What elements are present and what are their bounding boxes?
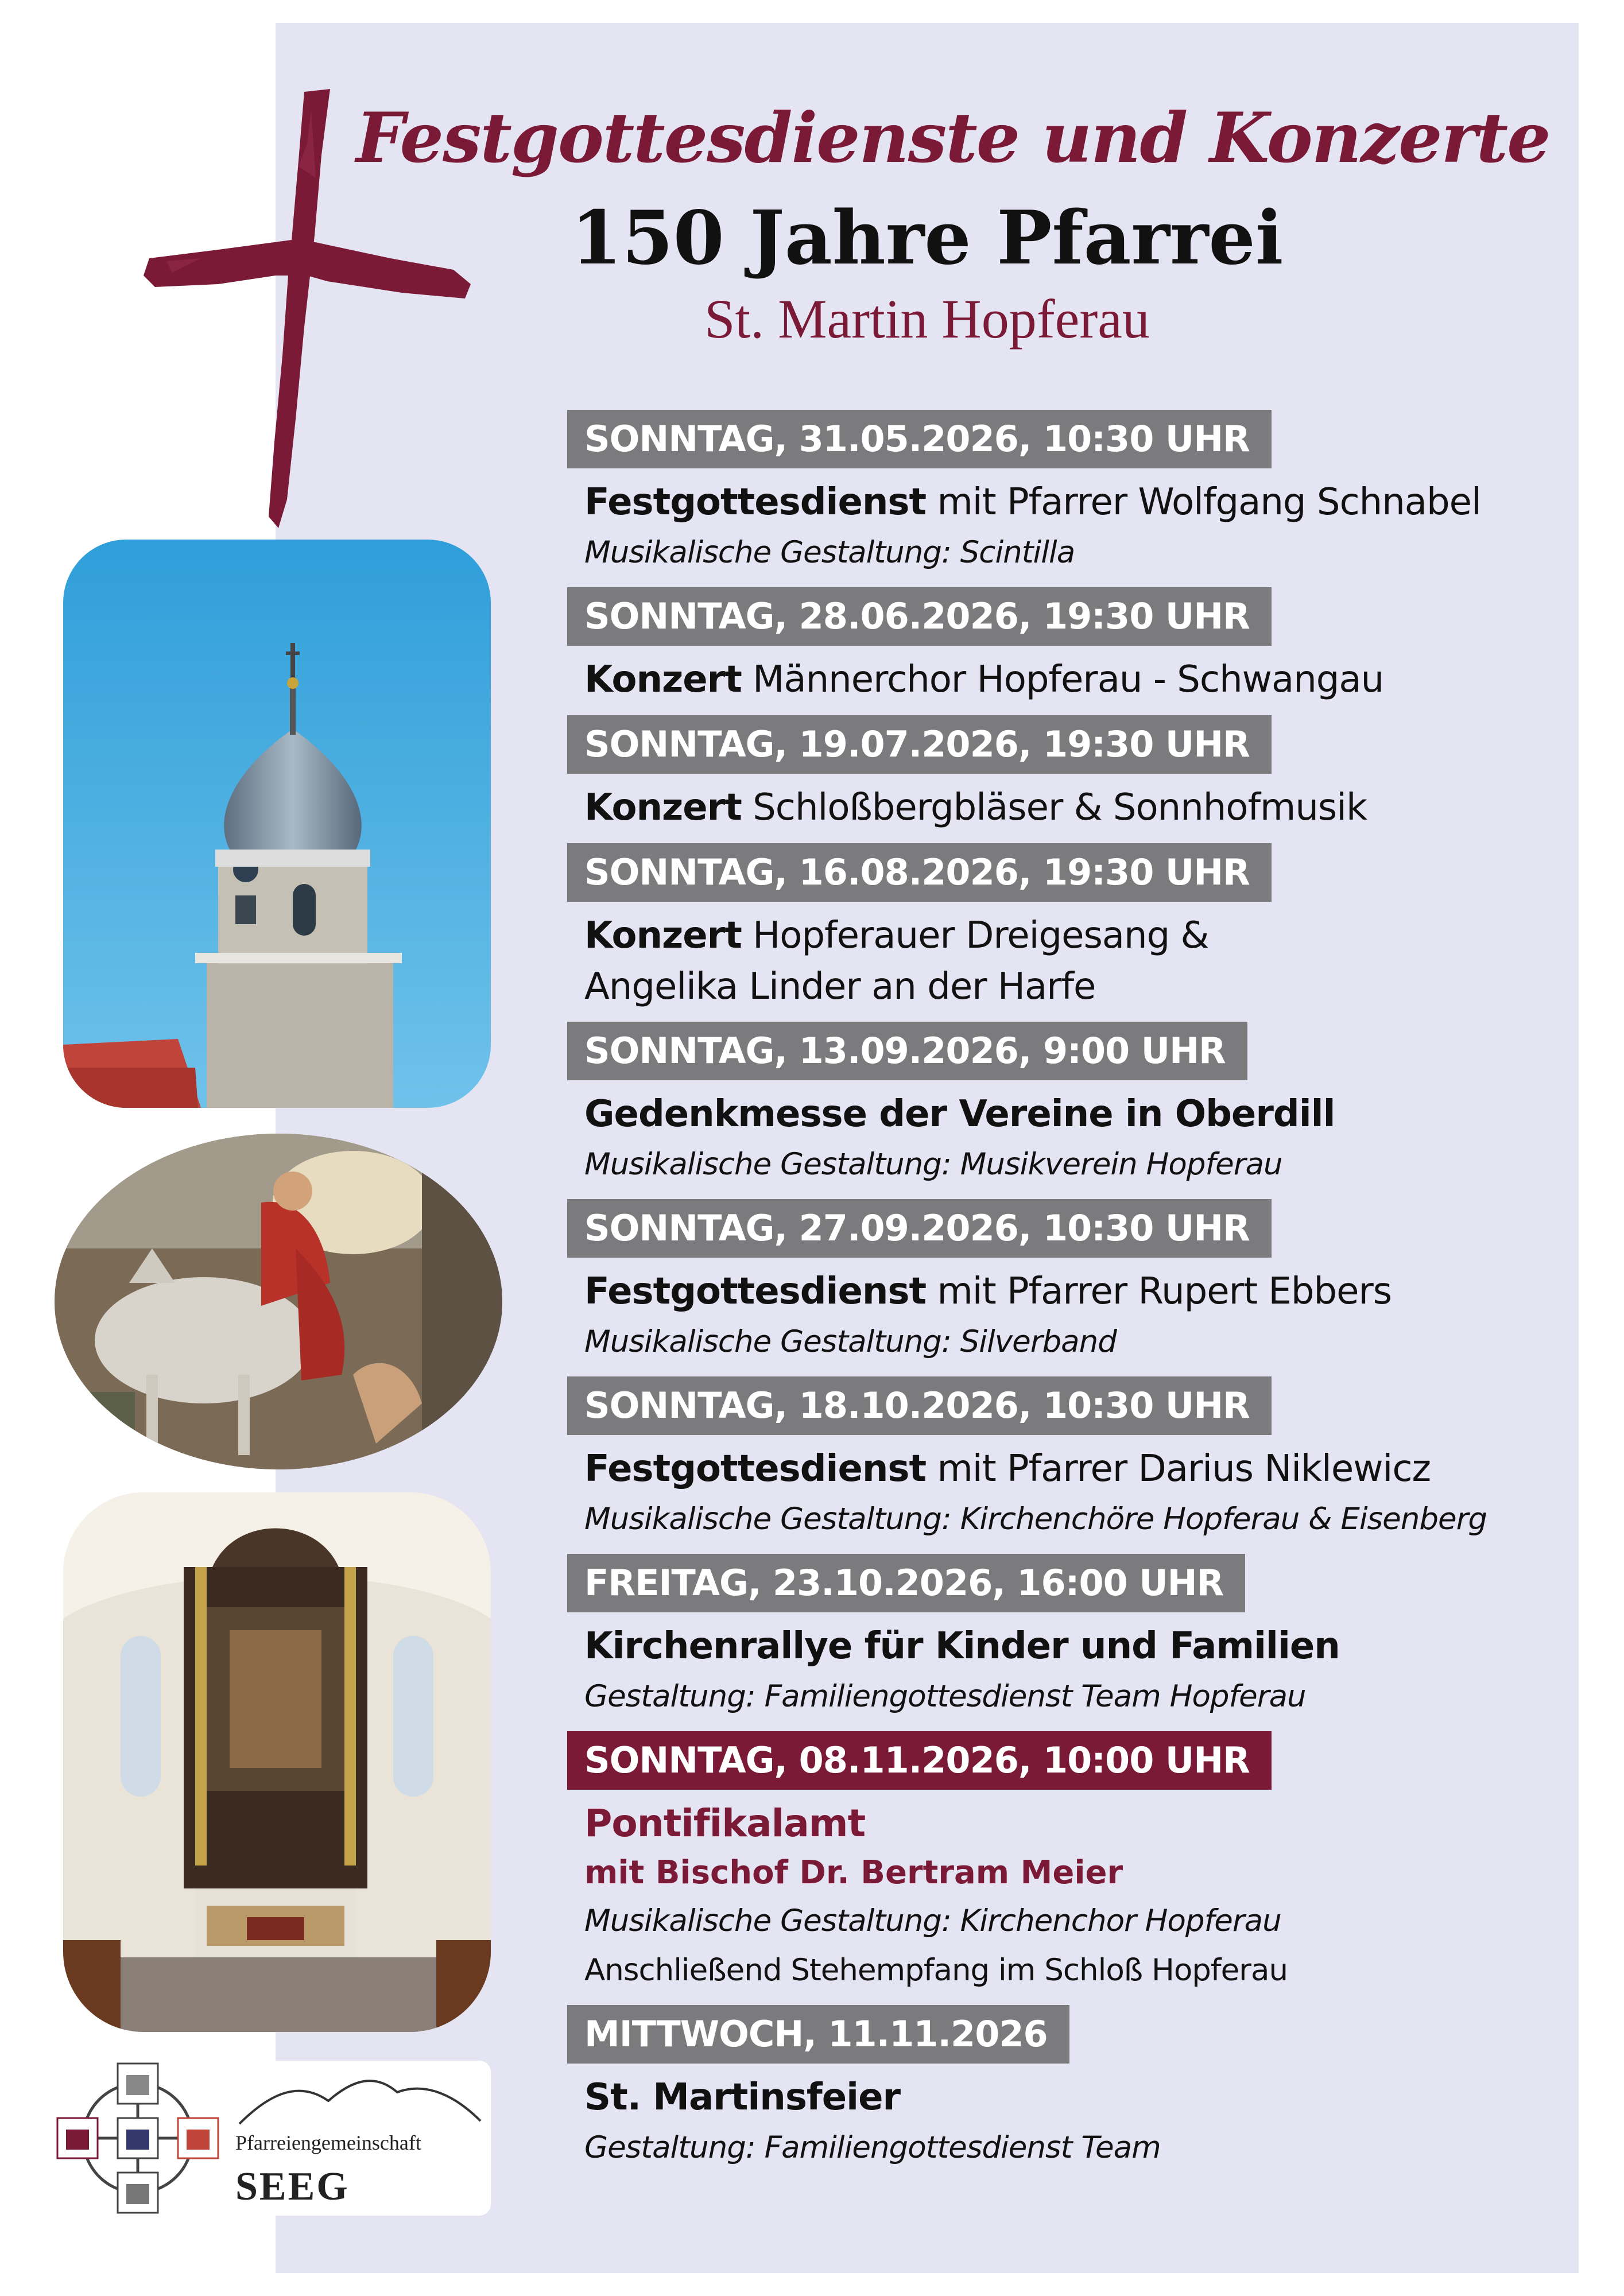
- church-altar-photo: [63, 1492, 491, 2032]
- event-title-bold: Kirchenrallye für Kinder und Familien: [584, 1625, 1340, 1667]
- event-music: Musikalische Gestaltung: Kirchenchor Hopferau: [584, 1903, 1281, 1938]
- logo-line-2: SEEG: [235, 2165, 350, 2209]
- event-date: SONNTAG, 13.09.2026, 9:00 UHR: [567, 1022, 1247, 1080]
- event-date: SONNTAG, 19.07.2026, 19:30 UHR: [567, 715, 1272, 774]
- event-item: [567, 1376, 1578, 1544]
- event-item: [567, 1022, 1578, 1189]
- event-title: [584, 2072, 1578, 2123]
- event-date: SONNTAG, 27.09.2026, 10:30 UHR: [567, 1199, 1272, 1258]
- event-title: [584, 1443, 1578, 1495]
- logo-line-1: Pfarreiengemeinschaft: [235, 2131, 421, 2154]
- event-title: Pontifikalamt: [584, 1801, 866, 1845]
- event-music: Musikalische Gestaltung: Silverband: [584, 1324, 1117, 1359]
- event-item-highlight: [567, 1731, 1578, 1995]
- event-music: Musikalische Gestaltung: Scintilla: [584, 535, 1075, 570]
- event-title: [584, 1266, 1578, 1317]
- event-title-bold: Konzert: [584, 658, 742, 701]
- event-music: Musikalische Gestaltung: Musikverein Hopferau: [584, 1147, 1282, 1182]
- event-bishop: mit Bischof Dr. Bertram Meier: [584, 1854, 1123, 1891]
- parish-emblem-icon: [55, 2058, 221, 2219]
- event-title-rest: mit Pfarrer Darius Niklewicz: [926, 1448, 1431, 1490]
- event-title-bold: St. Martinsfeier: [584, 2076, 901, 2119]
- event-title-rest: Hopferauer Dreigesang &: [741, 914, 1209, 957]
- event-item: [567, 2005, 1578, 2173]
- event-title-rest: mit Pfarrer Wolfgang Schnabel: [926, 481, 1481, 523]
- event-item: [567, 843, 1578, 1012]
- event-date: MITTWOCH, 11.11.2026: [567, 2005, 1069, 2064]
- event-title: [584, 476, 1578, 528]
- event-item: [567, 1554, 1578, 1721]
- event-date: SONNTAG, 28.06.2026, 19:30 UHR: [567, 587, 1272, 646]
- event-title: [584, 1620, 1578, 1672]
- event-music: Musikalische Gestaltung: Kirchenchöre Hopferau & Eisenberg: [584, 1502, 1487, 1537]
- event-title-bold: Konzert: [584, 786, 742, 829]
- church-tower-photo: [63, 540, 491, 1108]
- poster-subtitle: 150 Jahre Pfarrei: [571, 195, 1284, 281]
- event-title: [584, 910, 1578, 961]
- event-date: SONNTAG, 31.05.2026, 10:30 UHR: [567, 410, 1272, 468]
- event-music: Gestaltung: Familiengottesdienst Team: [584, 2130, 1161, 2165]
- event-title-bold: Festgottesdienst: [584, 1270, 927, 1313]
- event-date: SONNTAG, 16.08.2026, 19:30 UHR: [567, 843, 1272, 902]
- event-title-rest: Männerchor Hopferau - Schwangau: [741, 658, 1384, 701]
- parish-name: St. Martin Hopferau: [704, 288, 1150, 350]
- event-schedule: [567, 410, 1578, 2182]
- event-date: SONNTAG, 08.11.2026, 10:00 UHR: [567, 1731, 1272, 1790]
- event-title-bold: Konzert: [584, 914, 742, 957]
- event-item: [567, 715, 1578, 833]
- event-music: Gestaltung: Familiengottesdienst Team Hopferau: [584, 1679, 1306, 1714]
- event-title-bold: Festgottesdienst: [584, 1448, 927, 1490]
- event-title-rest: mit Pfarrer Rupert Ebbers: [926, 1270, 1392, 1313]
- event-item: [567, 587, 1578, 705]
- event-title-bold: Gedenkmesse der Vereine in Oberdill: [584, 1093, 1335, 1135]
- st-martin-painting: [55, 1134, 502, 1469]
- event-title: [584, 654, 1578, 705]
- mountain-icon: [237, 2069, 483, 2127]
- event-item: [567, 410, 1578, 577]
- event-item: [567, 1199, 1578, 1367]
- event-date: FREITAG, 23.10.2026, 16:00 UHR: [567, 1554, 1245, 1612]
- event-title-bold: Festgottesdienst: [584, 481, 927, 523]
- event-date: SONNTAG, 18.10.2026, 10:30 UHR: [567, 1376, 1272, 1435]
- event-title-rest: Schloßbergbläser & Sonnhofmusik: [741, 786, 1367, 829]
- event-title-line-2: Angelika Linder an der Harfe: [584, 965, 1096, 1008]
- event-title: [584, 782, 1578, 833]
- poster-title: Festgottesdienste und Konzerte: [356, 98, 1550, 179]
- event-title: [584, 1088, 1578, 1140]
- event-reception: Anschließend Stehempfang im Schloß Hopferau: [584, 1953, 1288, 1988]
